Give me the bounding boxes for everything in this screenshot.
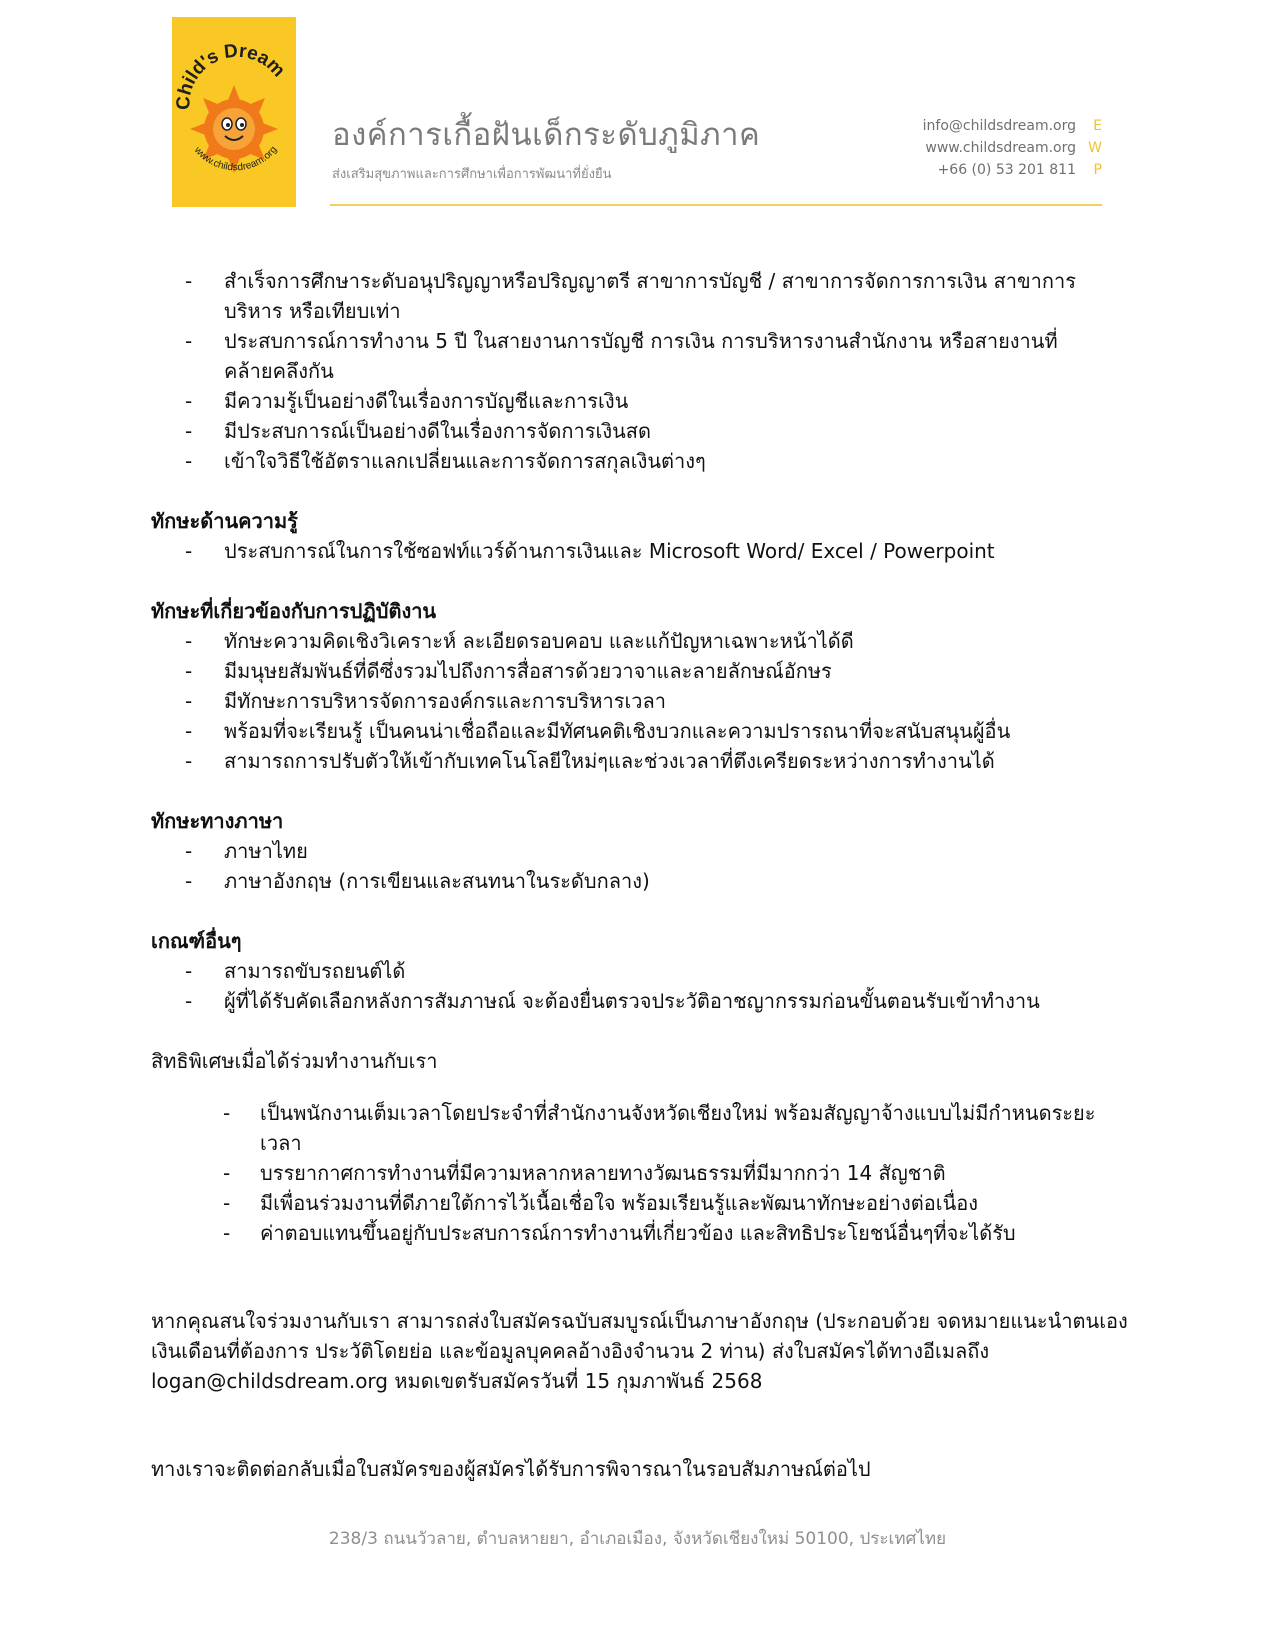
bullet-dash: - xyxy=(185,269,193,293)
list-item: - สำเร็จการศึกษาระดับอนุปริญญาหรือปริญญาตรี สาขาการบัญชี / สาขาการจัดการการเงิน สาขาการบริหาร หรือเทียบเท่า xyxy=(151,266,1131,326)
list-item: - ทักษะความคิดเชิงวิเคราะห์ ละเอียดรอบคอบ และแก้ปัญหาเฉพาะหน้าได้ดี xyxy=(151,626,1131,656)
knowledge-heading: ทักษะด้านความรู้ xyxy=(151,509,298,533)
letterhead xyxy=(172,17,1102,212)
bullet-dash: - xyxy=(223,1191,231,1215)
list-item: - ประสบการณ์การทำงาน 5 ปี ในสายงานการบัญชี การเงิน การบริหารงานสำนักงาน หรือสายงานที่คล้ายคลึงกัน xyxy=(151,326,1131,386)
benefits-heading: สิทธิพิเศษเมื่อได้ร่วมทำงานกับเรา xyxy=(151,1049,438,1073)
contact-web-row xyxy=(862,137,1102,159)
language-heading: ทักษะทางภาษา xyxy=(151,809,284,833)
list-item: - มีเพื่อนร่วมงานที่ดีภายใต้การไว้เนื้อเชื่อใจ พร้อมเรียนรู้และพัฒนาทักษะอย่างต่อเนื่อง xyxy=(151,1188,1131,1218)
work-skills-heading: ทักษะที่เกี่ยวข้องกับการปฏิบัติงาน xyxy=(151,599,437,623)
list-item: - มีประสบการณ์เป็นอย่างดีในเรื่องการจัดการเงินสด xyxy=(151,416,1131,446)
list-item: - ผู้ที่ได้รับคัดเลือกหลังการสัมภาษณ์ จะต้องยื่นตรวจประวัติอาชญากรรมก่อนขั้นตอนรับเข้าทำงาน xyxy=(151,986,1131,1016)
list-item: - มีมนุษยสัมพันธ์ที่ดีซึ่งรวมไปถึงการสื่อสารด้วยวาจาและลายลักษณ์อักษร xyxy=(151,656,1131,686)
footer-address: 238/3 ถนนวัวลาย, ตำบลหายยา, อำเภอเมือง, จังหวัดเชียงใหม่ 50100, ประเทศไทย xyxy=(328,1529,947,1549)
contact-email: info@childsdream.org xyxy=(922,118,1076,134)
other-criteria-heading: เกณฑ์อื่นๆ xyxy=(151,929,242,953)
contact-letter-p: P xyxy=(1093,162,1102,178)
list-item: - เข้าใจวิธีใช้อัตราแลกเปลี่ยนและการจัดการสกุลเงินต่างๆ xyxy=(151,446,1131,476)
logo-brand-text: Child's Dream xyxy=(173,40,289,111)
list-item: - ค่าตอบแทนขึ้นอยู่กับประสบการณ์การทำงานที่เกี่ยวข้อง และสิทธิประโยชน์อื่นๆที่จะได้รับ xyxy=(151,1218,1131,1248)
header-divider xyxy=(330,204,1102,206)
bullet-dash: - xyxy=(185,869,193,893)
org-tagline: ส่งเสริมสุขภาพและการศึกษาเพื่อการพัฒนาที่ยั่งยืน xyxy=(332,167,612,182)
contact-website: www.childsdream.org xyxy=(925,140,1076,156)
bullet-dash: - xyxy=(185,659,193,683)
bullet-dash: - xyxy=(223,1221,231,1245)
contact-email-row xyxy=(862,115,1102,137)
bullet-dash: - xyxy=(223,1161,231,1185)
bullet-dash: - xyxy=(185,839,193,863)
list-item: - ภาษาอังกฤษ (การเขียนและสนทนาในระดับกลาง) xyxy=(151,866,1131,896)
list-item: - มีทักษะการบริหารจัดการองค์กรและการบริหารเวลา xyxy=(151,686,1131,716)
list-item: - มีความรู้เป็นอย่างดีในเรื่องการบัญชีและการเงิน xyxy=(151,386,1131,416)
qualifications-list xyxy=(151,266,1131,476)
list-item: - สามารถขับรถยนต์ได้ xyxy=(151,956,1131,986)
childs-dream-logo xyxy=(172,17,296,207)
closing-note: ทางเราจะติดต่อกลับเมื่อใบสมัครของผู้สมัครได้รับการพิจารณาในรอบสัมภาษณ์ต่อไป xyxy=(151,1457,871,1481)
bullet-dash: - xyxy=(185,959,193,983)
bullet-dash: - xyxy=(185,749,193,773)
bullet-dash: - xyxy=(185,539,193,563)
bullet-dash: - xyxy=(185,419,193,443)
contact-phone: +66 (0) 53 201 811 xyxy=(937,162,1076,178)
bullet-dash: - xyxy=(185,989,193,1013)
bullet-dash: - xyxy=(185,329,193,353)
other-criteria-list xyxy=(151,956,1131,1016)
list-item: - บรรยากาศการทำงานที่มีความหลากหลายทางวัฒนธรรมที่มีมากกว่า 14 สัญชาติ xyxy=(151,1158,1131,1188)
contact-block xyxy=(862,115,1102,181)
bullet-dash: - xyxy=(223,1101,231,1125)
knowledge-list xyxy=(151,536,1131,566)
contact-letter-w: W xyxy=(1088,140,1102,156)
benefits-list xyxy=(151,1098,1131,1248)
bullet-dash: - xyxy=(185,719,193,743)
contact-phone-row xyxy=(862,159,1102,181)
bullet-dash: - xyxy=(185,689,193,713)
list-item: - เป็นพนักงานเต็มเวลาโดยประจำที่สำนักงานจังหวัดเชียงใหม่ พร้อมสัญญาจ้างแบบไม่มีกำหนดระยะเวลา xyxy=(151,1098,1131,1158)
bullet-dash: - xyxy=(185,389,193,413)
list-item: - ประสบการณ์ในการใช้ซอฟท์แวร์ด้านการเงินและ Microsoft Word/ Excel / Powerpoint xyxy=(151,536,1131,566)
contact-letter-e: E xyxy=(1093,118,1102,134)
list-item: - สามารถการปรับตัวให้เข้ากับเทคโนโลยีใหม่ๆและช่วงเวลาที่ตึงเครียดระหว่างการทำงานได้ xyxy=(151,746,1131,776)
org-name: องค์การเกื้อฝันเด็กระดับภูมิภาค xyxy=(332,117,761,153)
bullet-dash: - xyxy=(185,449,193,473)
application-instructions: หากคุณสนใจร่วมงานกับเรา สามารถส่งใบสมัครฉบับสมบูรณ์เป็นภาษาอังกฤษ (ประกอบด้วย จดหมายแนะนำตนเอง เงินเดือนที่ต้องการ ประวัติโดยย่อ และข้อมูลบุคคลอ้างอิงจำนวน 2 ท่าน) ส่งใบสมัครได้ทางอีเมลถึง logan@childsdream.org หมดเขตรับสมัครวันที่ 15 กุมภาพันธ์ 2568 xyxy=(151,1309,1128,1393)
job-description-body xyxy=(151,266,1131,1484)
list-item: - พร้อมที่จะเรียนรู้ เป็นคนน่าเชื่อถือและมีทัศนคติเชิงบวกและความปรารถนาที่จะสนับสนุนผู้อื่น xyxy=(151,716,1131,746)
bullet-dash: - xyxy=(185,629,193,653)
list-item: - ภาษาไทย xyxy=(151,836,1131,866)
work-skills-list xyxy=(151,626,1131,776)
language-list xyxy=(151,836,1131,896)
logo-url-text: www.childsdream.org xyxy=(191,144,280,174)
